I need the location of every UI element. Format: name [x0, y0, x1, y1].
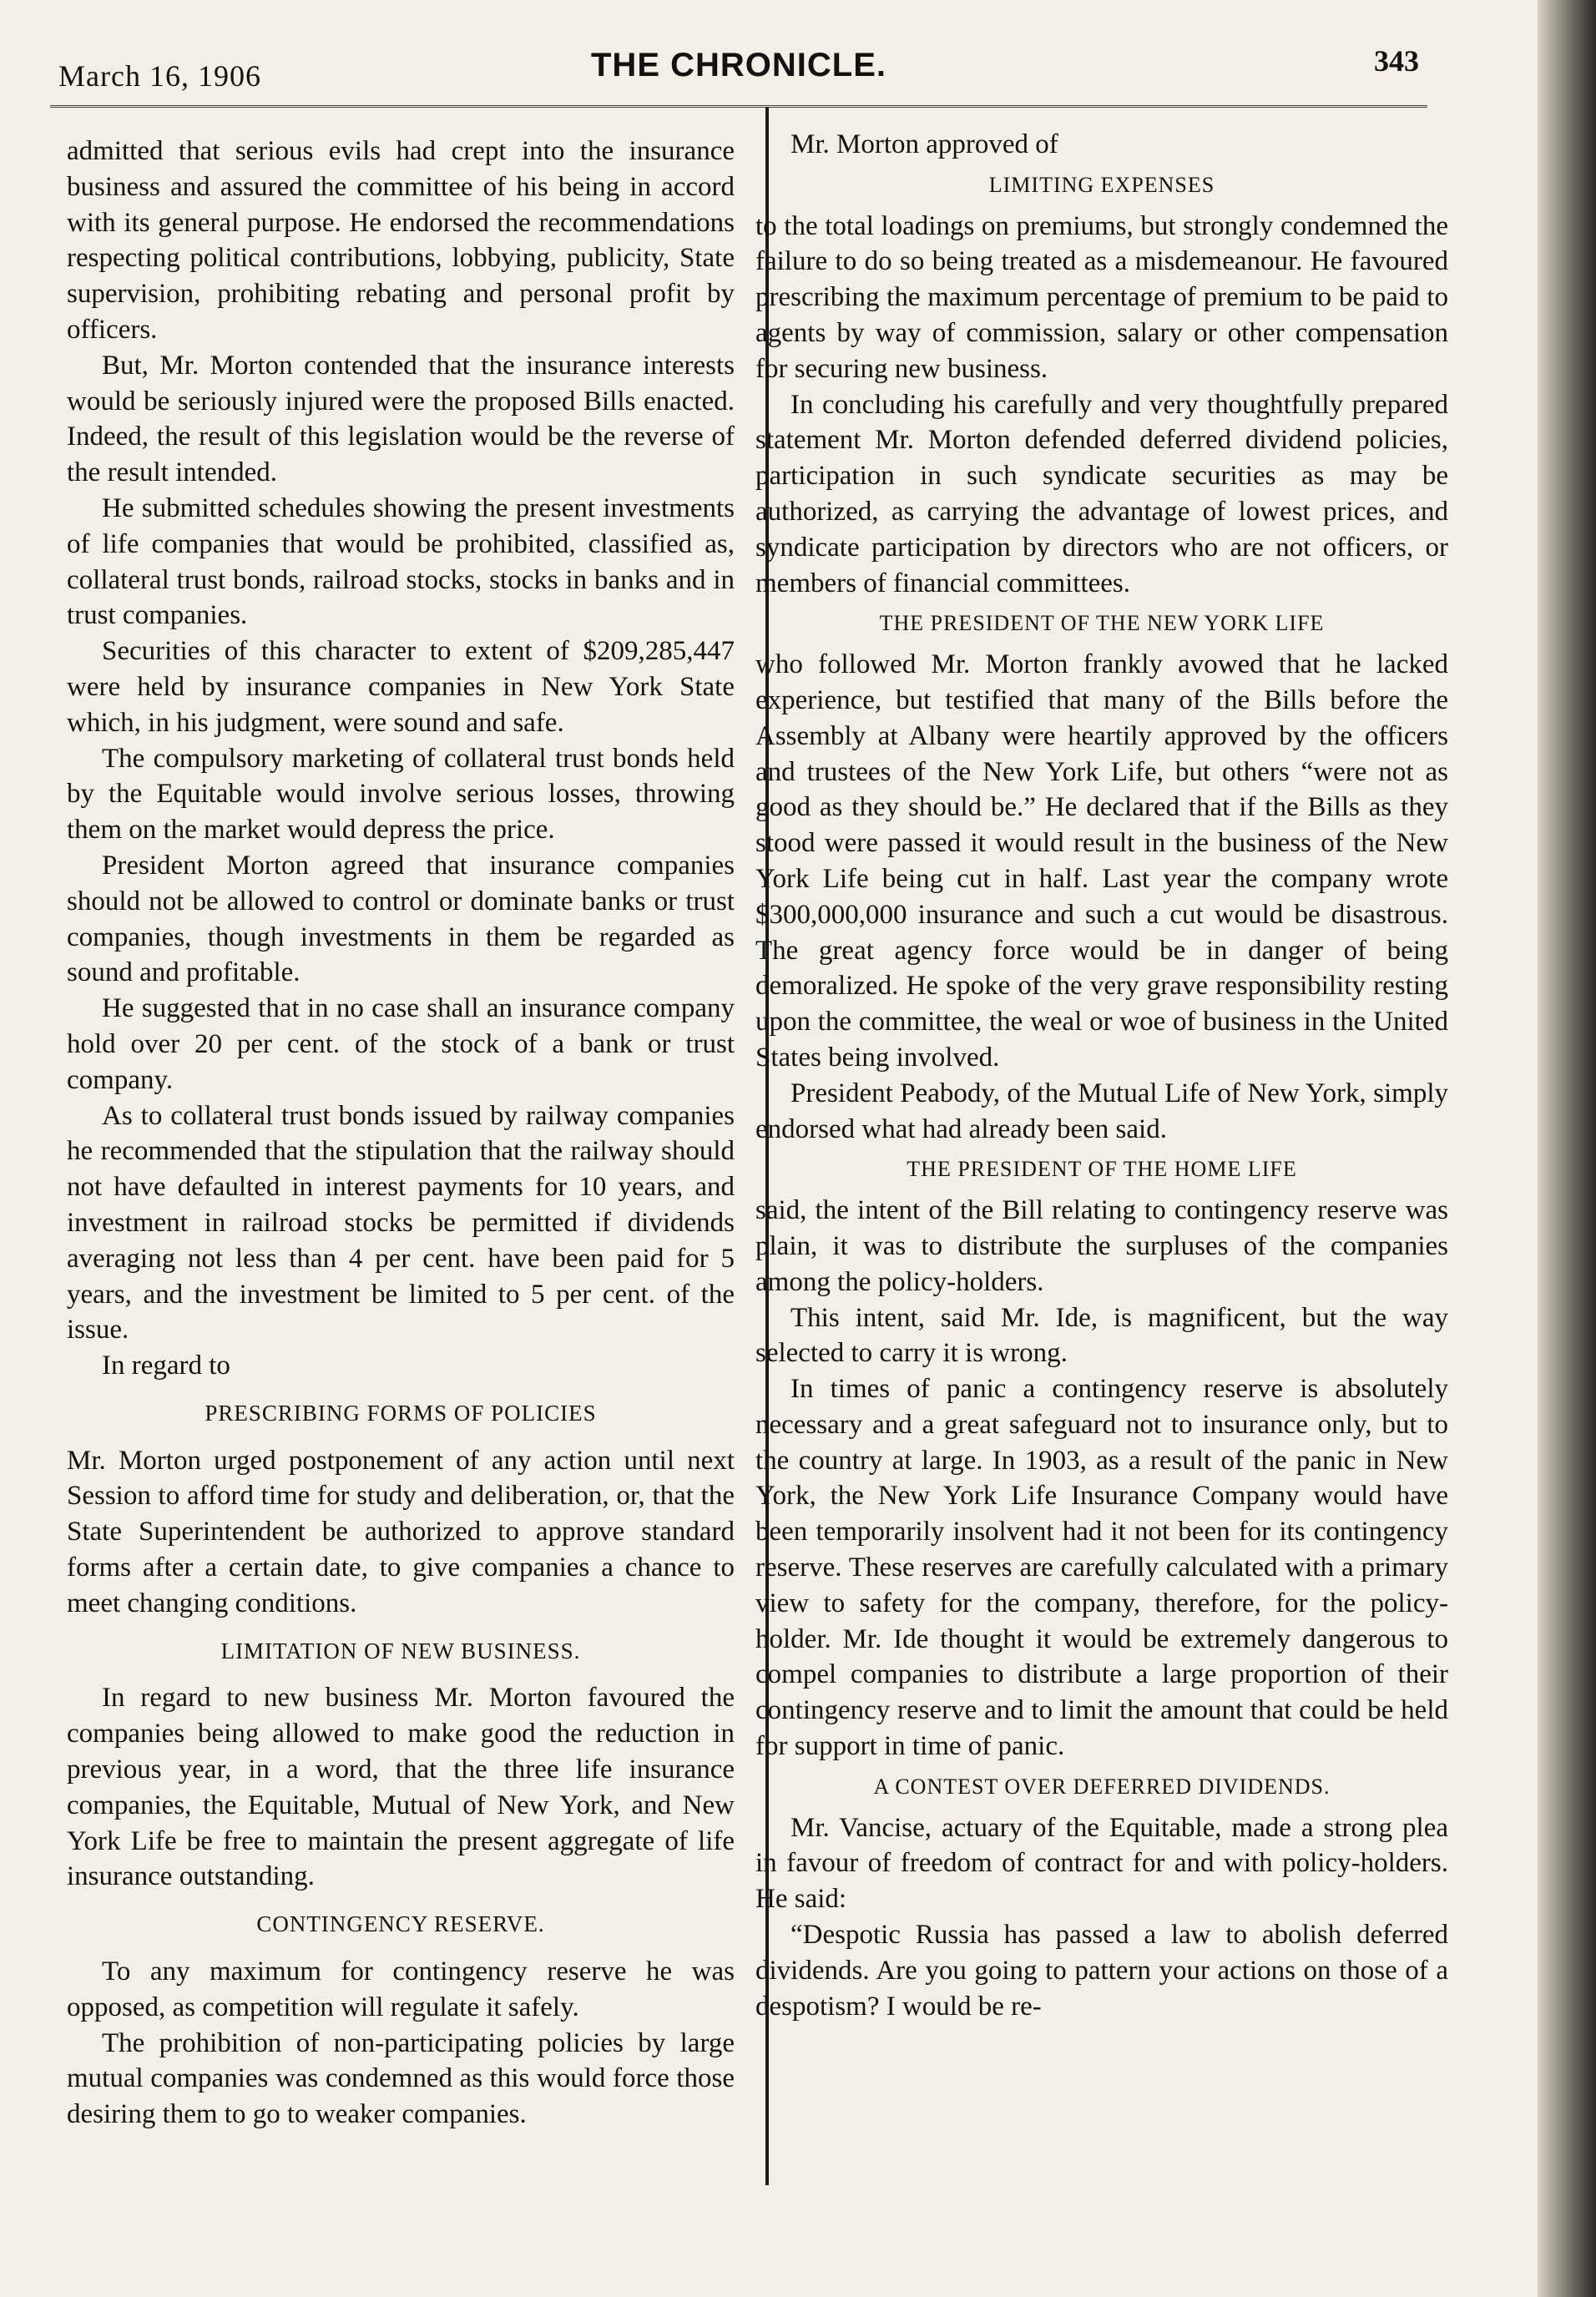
paragraph: The prohibition of non-participating policies by large mutual companies was condemned as this would force those desiring them to go to weaker companies.	[67, 2027, 735, 2130]
header-date: March 16, 1906	[58, 59, 261, 93]
paragraph: Securities of this character to extent of $209,285,447 were held by insurance companies in New York State which, in his judgment, were sound and safe.	[67, 636, 735, 738]
header-page-number: 343	[1374, 44, 1419, 78]
paragraph: As to collateral trust bonds issued by railway companies he recommended that the stipulation that the railway should not have defaulted in interest payments for 10 years, and investment in railroad stocks be permitted if dividends averaging not less than 4 per cent. have been paid for 5 years, and the investment be limited to 5 per cent. of the issue.	[67, 1100, 735, 1345]
section-heading: LIMITING EXPENSES	[988, 172, 1215, 197]
paragraph: Mr. Vancise, actuary of the Equitable, made a strong plea in favour of freedom of contract for and with policy-holders. He said:	[755, 1812, 1448, 1915]
paragraph: This intent, said Mr. Ide, is magnificent, but the way selected to carry it is wrong.	[755, 1302, 1448, 1369]
paragraph: admitted that serious evils had crept into the insurance business and assured the committee of his being in accord with its general purpose. He endorsed the recommendations respecting political contributions, lobbying, publicity, State supervision, prohibiting rebating and personal profit by officers.	[67, 136, 735, 345]
right-column	[755, 127, 1448, 2024]
section-heading: A CONTEST OVER DEFERRED DIVIDENDS.	[873, 1774, 1331, 1799]
paragraph: In concluding his carefully and very thoughtfully prepared statement Mr. Morton defended deferred dividend policies, participation in such syndicate securities as may be authorized, as carrying the advantage of lowest prices, and syndicate participation by directors who are not officers, or members of financial committees.	[755, 389, 1448, 598]
paragraph: He suggested that in no case shall an insurance company hold over 20 per cent. of the stock of a bank or trust company.	[67, 993, 735, 1095]
paragraph: “Despotic Russia has passed a law to abolish deferred dividends. Are you going to pattern your actions on those of a despotism? I would be re-	[755, 1920, 1448, 2022]
paragraph: In regard to	[102, 1350, 230, 1381]
section-heading: PRESCRIBING FORMS OF POLICIES	[205, 1400, 597, 1426]
paragraph: Mr. Morton urged postponement of any action until next Session to afford time for study and deliberation, or, that the State Superintendent be authorized to approve standard forms after a certain date, to give companies a chance to meet changing conditions.	[67, 1445, 735, 1618]
section-heading: CONTINGENCY RESERVE.	[256, 1911, 545, 1937]
header-rule	[50, 105, 1427, 108]
paragraph: President Peabody, of the Mutual Life of New York, simply endorsed what had already been said.	[755, 1078, 1448, 1144]
paragraph: Mr. Morton approved of	[790, 129, 1058, 159]
page-header	[58, 40, 1419, 98]
paragraph: He submitted schedules showing the present investments of life companies that would be prohibited, classified as, collateral trust bonds, railroad stocks, stocks in banks and in trust companies.	[67, 492, 735, 631]
paragraph: To any maximum for contingency reserve he was opposed, as competition will regulate it safely.	[67, 1956, 735, 2022]
paragraph: to the total loadings on premiums, but strongly condemned the failure to do so being treated as a misdemeanour. He favoured prescribing the maximum percentage of premium to be paid to agents by way of commission, salary or other compensation for securing new business.	[755, 210, 1448, 384]
paragraph: who followed Mr. Morton frankly avowed that he lacked experience, but testified that many of the Bills before the Assembly at Albany were heartily approved by the officers and trustees of the New York Life, but others “were not as good as they should be.” He declared that if the Bills as they stood were passed it would result in the business of the New York Life being cut in half. Last year the company wrote $300,000,000 insurance and such a cut would be disastrous. The great agency force would be in danger of being demoralized. He spoke of the very grave responsibility resting upon the committee, the weal or woe of business in the United States being involved.	[755, 649, 1448, 1073]
section-heading: THE PRESIDENT OF THE NEW YORK LIFE	[879, 611, 1325, 636]
section-heading: LIMITATION OF NEW BUSINESS.	[220, 1638, 581, 1663]
header-title: THE CHRONICLE.	[591, 47, 886, 83]
paragraph: The compulsory marketing of collateral trust bonds held by the Equitable would involve serious losses, throwing them on the market would depress the price.	[67, 743, 735, 846]
paragraph: President Morton agreed that insurance companies should not be allowed to control or dominate banks or trust companies, though investments in them be regarded as sound and profitable.	[67, 850, 735, 988]
paragraph: But, Mr. Morton contended that the insurance interests would be seriously injured were the proposed Bills enacted. Indeed, the result of this legislation would be the reverse of the result intended.	[67, 350, 735, 488]
section-heading: THE PRESIDENT OF THE HOME LIFE	[907, 1157, 1297, 1182]
paragraph: In regard to new business Mr. Morton favoured the companies being allowed to make good the reduction in previous year, in a word, that the three life insurance companies, the Equitable, Mutual of New York, and New York Life be free to maintain the present aggregate of life insurance outstanding.	[67, 1683, 735, 1892]
left-column	[67, 134, 735, 2133]
paragraph: said, the intent of the Bill relating to contingency reserve was plain, it was to distribute the surpluses of the companies among the policy-holders.	[755, 1195, 1448, 1297]
paragraph: In times of panic a contingency reserve is absolutely necessary and a great safeguard not to insurance only, but to the country at large. In 1903, as a result of the panic in New York, the New York Life Insurance Company would have been temporarily insolvent had it not been for its contingency reserve. These reserves are carefully calculated with a primary view to safety for the company, therefore, for the policy-holder. Mr. Ide thought it would be extremely dangerous to compel companies to distribute a large proportion of their contingency reserve and to limit the amount that could be held for support in time of panic.	[755, 1374, 1448, 1762]
page-binding-shadow	[1538, 0, 1596, 2297]
